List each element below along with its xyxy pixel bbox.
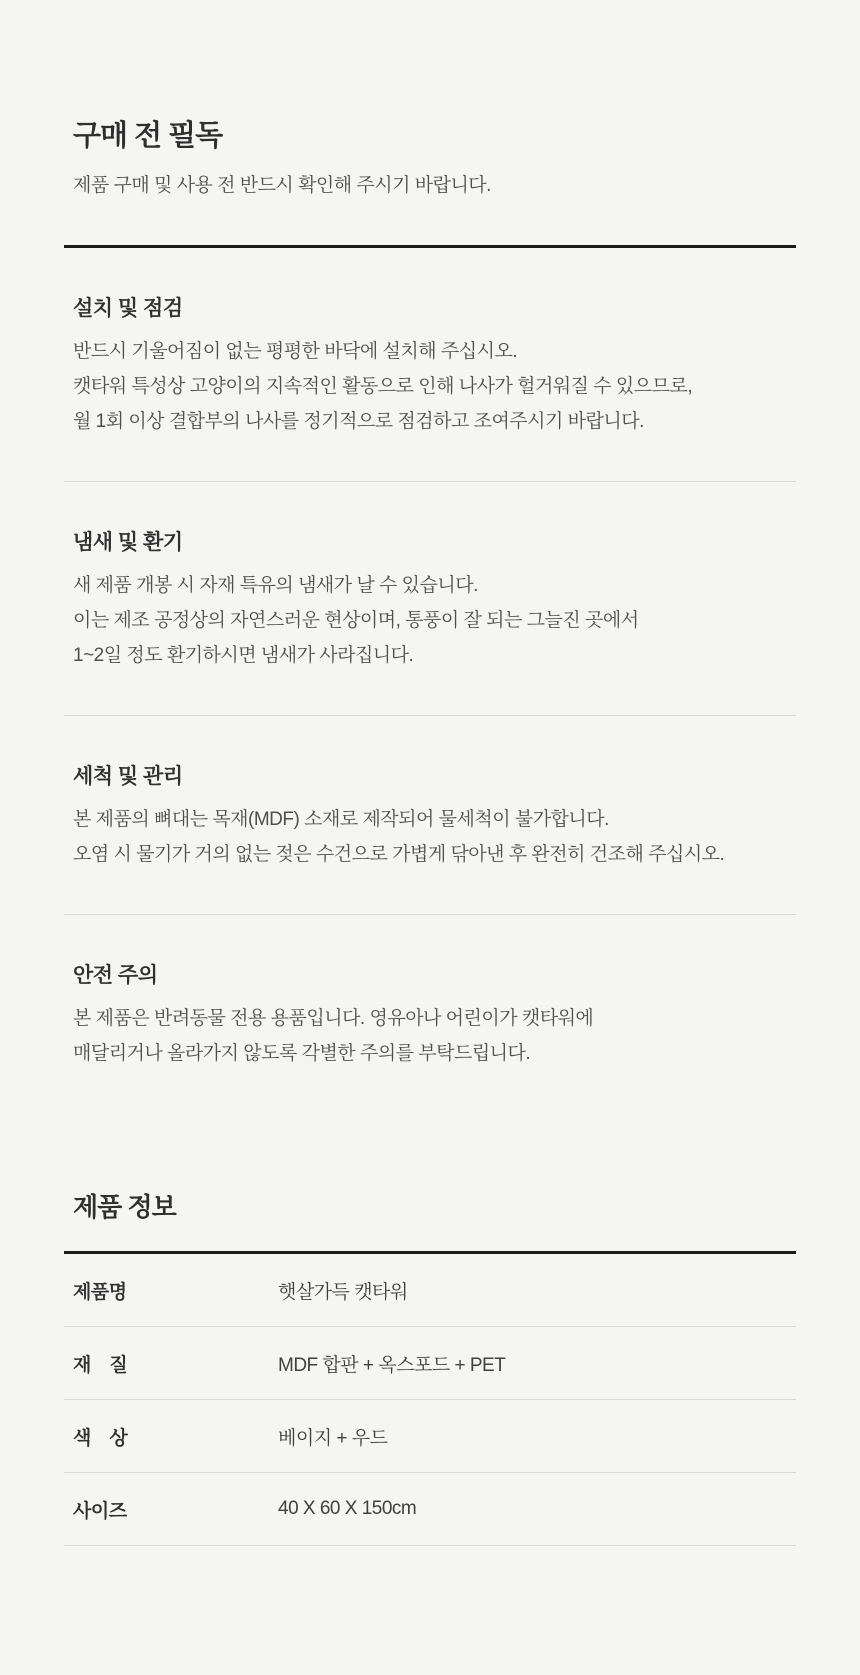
body-line: 새 제품 개봉 시 자재 특유의 냄새가 날 수 있습니다. bbox=[73, 575, 478, 596]
notice-subtitle: 제품 구매 및 사용 전 반드시 확인해 주시기 바랍니다. bbox=[73, 175, 491, 196]
spec-value-product-name: 햇살가득 캣타워 bbox=[278, 1281, 408, 1303]
spec-label-size: 사이즈 bbox=[73, 1500, 127, 1522]
body-line: 본 제품은 반려동물 전용 용품입니다. 영유아나 어린이가 캣타워에 bbox=[73, 1008, 594, 1029]
spec-label-material: 재 질 bbox=[73, 1354, 128, 1376]
divider-light bbox=[64, 715, 796, 716]
spec-label-color: 색 상 bbox=[73, 1427, 128, 1449]
body-line: 이는 제조 공정상의 자연스러운 현상이며, 통풍이 잘 되는 그늘진 곳에서 bbox=[73, 610, 639, 631]
section-body-odor-ventilation bbox=[73, 568, 796, 673]
body-line: 월 1회 이상 결합부의 나사를 정기적으로 점검하고 조여주시기 바랍니다. bbox=[73, 411, 644, 432]
product-detail-page bbox=[64, 0, 796, 1546]
body-line: 오염 시 물기가 거의 없는 젖은 수건으로 가볍게 닦아낸 후 완전히 건조해 주십시오. bbox=[73, 844, 725, 865]
spec-value-size: 40 X 60 X 150cm bbox=[278, 1498, 417, 1519]
section-heading-installation: 설치 및 점검 bbox=[73, 297, 183, 320]
spec-value-material: MDF 합판 + 옥스포드 + PET bbox=[278, 1354, 506, 1376]
section-heading-safety: 안전 주의 bbox=[73, 964, 158, 987]
product-info-title: 제품 정보 bbox=[73, 1192, 176, 1222]
body-line: 1~2일 정도 환기하시면 냄새가 사라집니다. bbox=[73, 645, 414, 666]
divider-light bbox=[64, 481, 796, 482]
section-heading-cleaning-care: 세척 및 관리 bbox=[73, 765, 183, 788]
body-line: 반드시 기울어짐이 없는 평평한 바닥에 설치해 주십시오. bbox=[73, 341, 518, 362]
notice-title: 구매 전 필독 bbox=[73, 120, 223, 152]
divider-light bbox=[64, 914, 796, 915]
spec-row-color bbox=[64, 1400, 796, 1473]
body-line: 매달리거나 올라가지 않도록 각별한 주의를 부탁드립니다. bbox=[73, 1043, 531, 1064]
section-heading-odor-ventilation: 냄새 및 환기 bbox=[73, 531, 183, 554]
body-line: 캣타워 특성상 고양이의 지속적인 활동으로 인해 나사가 헐거워질 수 있으므로, bbox=[73, 376, 693, 397]
body-line: 본 제품의 뼈대는 목재(MDF) 소재로 제작되어 물세척이 불가합니다. bbox=[73, 809, 609, 830]
section-body-cleaning-care bbox=[73, 802, 796, 872]
section-body-installation bbox=[73, 334, 796, 439]
spec-row-size bbox=[64, 1473, 796, 1546]
spec-row-material bbox=[64, 1327, 796, 1400]
section-body-safety bbox=[73, 1001, 796, 1071]
spec-value-color: 베이지 + 우드 bbox=[278, 1427, 388, 1449]
spec-label-product-name: 제품명 bbox=[73, 1281, 127, 1303]
product-spec-table bbox=[64, 1254, 796, 1546]
divider-strong-top bbox=[64, 245, 796, 248]
spec-row-product-name bbox=[64, 1254, 796, 1327]
